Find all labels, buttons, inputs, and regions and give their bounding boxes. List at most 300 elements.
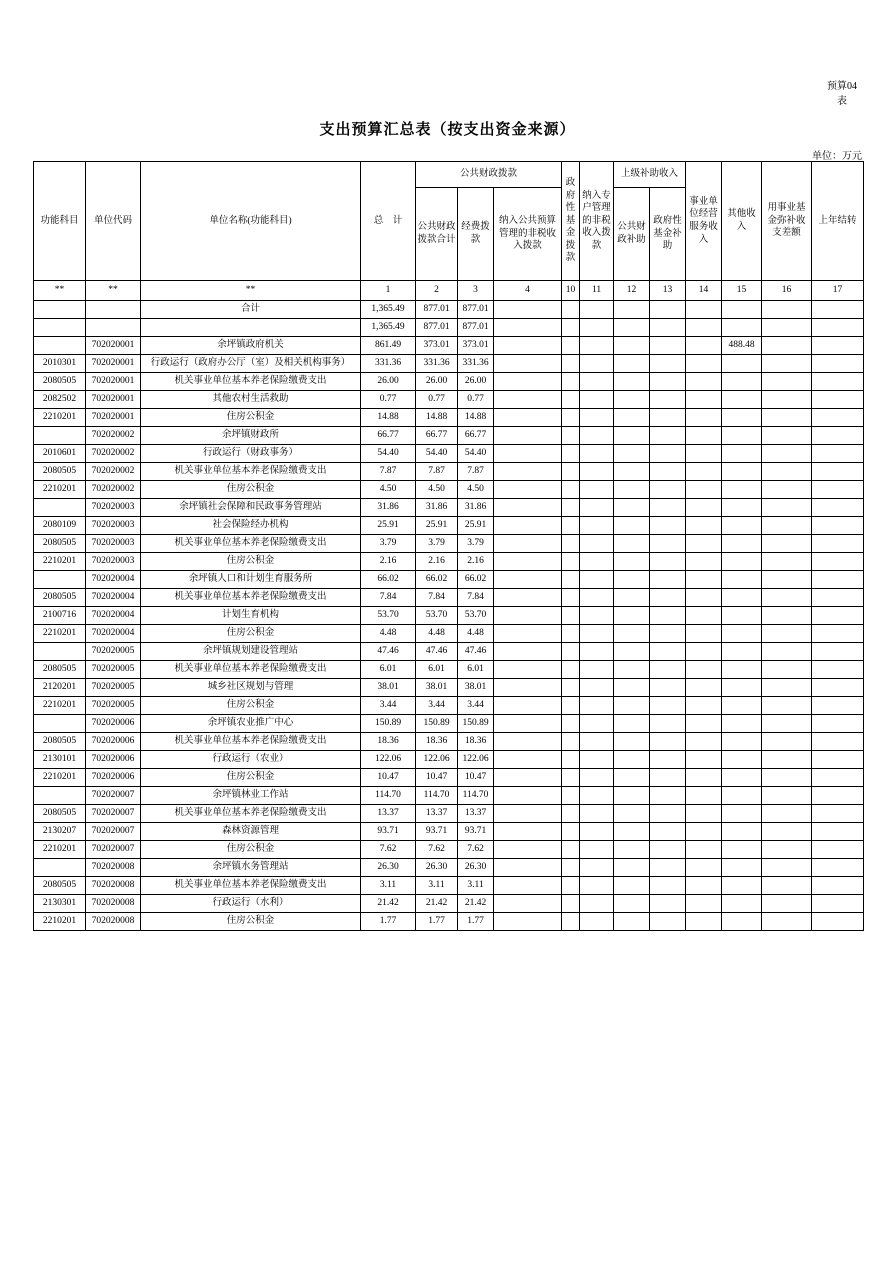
table-row xyxy=(34,499,864,517)
value-cell xyxy=(722,553,762,571)
value-cell xyxy=(580,481,614,499)
value-cell: 14.88 xyxy=(458,409,494,427)
header-public-finance-subsidy: 公共财政补助 xyxy=(614,188,650,281)
func-code-cell xyxy=(34,337,86,355)
unit-code-cell: 702020004 xyxy=(86,571,141,589)
header-total: 总 计 xyxy=(361,162,416,281)
table-row xyxy=(34,751,864,769)
value-cell xyxy=(686,301,722,319)
value-cell xyxy=(812,391,864,409)
value-cell xyxy=(614,679,650,697)
value-cell xyxy=(762,823,812,841)
unit-code-cell: 702020007 xyxy=(86,841,141,859)
value-cell: 3.44 xyxy=(458,697,494,715)
value-cell xyxy=(562,751,580,769)
value-cell xyxy=(650,877,686,895)
value-cell xyxy=(494,823,562,841)
func-code-cell: 2210201 xyxy=(34,625,86,643)
unit-code-cell: 702020004 xyxy=(86,625,141,643)
value-cell: 1.77 xyxy=(361,913,416,931)
value-cell: 25.91 xyxy=(458,517,494,535)
func-code-cell xyxy=(34,643,86,661)
value-cell xyxy=(650,499,686,517)
value-cell xyxy=(580,607,614,625)
value-cell xyxy=(686,481,722,499)
value-cell xyxy=(722,661,762,679)
value-cell xyxy=(686,391,722,409)
unit-code-cell: 702020002 xyxy=(86,463,141,481)
unit-name-cell: 余坪镇社会保障和民政事务管理站 xyxy=(141,499,361,517)
unit-code-cell: 702020008 xyxy=(86,895,141,913)
value-cell xyxy=(686,769,722,787)
value-cell xyxy=(762,427,812,445)
unit-name-cell: 住房公积金 xyxy=(141,913,361,931)
value-cell: 122.06 xyxy=(361,751,416,769)
value-cell xyxy=(722,679,762,697)
value-cell xyxy=(494,625,562,643)
unit-name-cell: 余坪镇林业工作站 xyxy=(141,787,361,805)
value-cell xyxy=(494,319,562,337)
value-cell xyxy=(562,607,580,625)
unit-code-cell: 702020001 xyxy=(86,373,141,391)
func-code-cell: 2130301 xyxy=(34,895,86,913)
value-cell: 26.00 xyxy=(458,373,494,391)
value-cell xyxy=(614,751,650,769)
value-cell xyxy=(686,571,722,589)
value-cell: 54.40 xyxy=(458,445,494,463)
value-cell xyxy=(650,409,686,427)
value-cell: 7.62 xyxy=(458,841,494,859)
doc-code xyxy=(827,80,857,109)
value-cell xyxy=(762,607,812,625)
value-cell xyxy=(494,301,562,319)
table-row xyxy=(34,409,864,427)
value-cell xyxy=(722,427,762,445)
value-cell xyxy=(580,877,614,895)
value-cell xyxy=(722,751,762,769)
value-cell xyxy=(614,427,650,445)
value-cell: 54.40 xyxy=(416,445,458,463)
value-cell xyxy=(614,787,650,805)
value-cell xyxy=(686,373,722,391)
value-cell: 66.77 xyxy=(458,427,494,445)
value-cell: 3.44 xyxy=(361,697,416,715)
unit-code-cell: 702020004 xyxy=(86,607,141,625)
value-cell xyxy=(722,445,762,463)
value-cell xyxy=(722,859,762,877)
unit-name-cell: 计划生育机构 xyxy=(141,607,361,625)
value-cell xyxy=(580,355,614,373)
value-cell xyxy=(812,355,864,373)
value-cell xyxy=(494,697,562,715)
value-cell xyxy=(614,409,650,427)
value-cell xyxy=(562,553,580,571)
value-cell xyxy=(494,409,562,427)
value-cell xyxy=(580,553,614,571)
value-cell xyxy=(722,481,762,499)
value-cell xyxy=(650,535,686,553)
value-cell xyxy=(562,391,580,409)
value-cell xyxy=(580,841,614,859)
table-row xyxy=(34,913,864,931)
value-cell xyxy=(494,733,562,751)
value-cell xyxy=(722,643,762,661)
column-number-cell: 14 xyxy=(686,281,722,301)
value-cell xyxy=(762,895,812,913)
value-cell xyxy=(812,823,864,841)
unit-code-cell: 702020005 xyxy=(86,679,141,697)
value-cell xyxy=(686,499,722,517)
page-title: 支出预算汇总表（按支出资金来源） xyxy=(319,122,576,138)
value-cell xyxy=(580,895,614,913)
value-cell xyxy=(614,895,650,913)
value-cell xyxy=(762,301,812,319)
value-cell xyxy=(580,517,614,535)
unit-note: 单位：万元 xyxy=(812,151,862,162)
value-cell: 14.88 xyxy=(416,409,458,427)
unit-code-cell: 702020001 xyxy=(86,337,141,355)
value-cell xyxy=(812,373,864,391)
value-cell xyxy=(762,355,812,373)
unit-name-cell: 机关事业单位基本养老保险缴费支出 xyxy=(141,877,361,895)
value-cell xyxy=(614,607,650,625)
value-cell xyxy=(812,715,864,733)
value-cell xyxy=(722,823,762,841)
value-cell: 26.30 xyxy=(416,859,458,877)
value-cell: 47.46 xyxy=(361,643,416,661)
value-cell xyxy=(562,301,580,319)
value-cell xyxy=(580,643,614,661)
value-cell xyxy=(614,823,650,841)
value-cell xyxy=(614,697,650,715)
unit-name-cell: 机关事业单位基本养老保险缴费支出 xyxy=(141,805,361,823)
value-cell xyxy=(812,769,864,787)
value-cell xyxy=(562,355,580,373)
value-cell xyxy=(650,481,686,499)
value-cell xyxy=(614,373,650,391)
table-row xyxy=(34,841,864,859)
value-cell xyxy=(650,715,686,733)
value-cell xyxy=(686,733,722,751)
value-cell xyxy=(722,589,762,607)
value-cell xyxy=(614,463,650,481)
value-cell xyxy=(812,463,864,481)
value-cell xyxy=(580,697,614,715)
value-cell xyxy=(722,373,762,391)
table-row xyxy=(34,301,864,319)
value-cell xyxy=(614,391,650,409)
unit-name-cell: 住房公积金 xyxy=(141,625,361,643)
value-cell xyxy=(562,823,580,841)
doc-code-line1: 预算04 xyxy=(827,81,857,92)
value-cell xyxy=(686,715,722,733)
value-cell: 114.70 xyxy=(458,787,494,805)
value-cell: 66.02 xyxy=(458,571,494,589)
value-cell xyxy=(562,427,580,445)
value-cell xyxy=(494,913,562,931)
column-number-cell: 2 xyxy=(416,281,458,301)
value-cell xyxy=(580,463,614,481)
table-row xyxy=(34,733,864,751)
value-cell: 4.48 xyxy=(416,625,458,643)
value-cell: 53.70 xyxy=(458,607,494,625)
func-code-cell: 2080505 xyxy=(34,535,86,553)
value-cell xyxy=(650,823,686,841)
func-code-cell: 2100716 xyxy=(34,607,86,625)
func-code-cell: 2210201 xyxy=(34,553,86,571)
column-number-cell: 3 xyxy=(458,281,494,301)
unit-name-cell: 机关事业单位基本养老保险缴费支出 xyxy=(141,589,361,607)
value-cell xyxy=(650,571,686,589)
value-cell: 13.37 xyxy=(361,805,416,823)
value-cell xyxy=(650,913,686,931)
value-cell xyxy=(650,463,686,481)
value-cell xyxy=(722,499,762,517)
func-code-cell xyxy=(34,715,86,733)
value-cell xyxy=(580,769,614,787)
value-cell xyxy=(812,427,864,445)
value-cell xyxy=(722,571,762,589)
value-cell: 1,365.49 xyxy=(361,301,416,319)
value-cell xyxy=(650,319,686,337)
value-cell xyxy=(812,643,864,661)
table-row xyxy=(34,463,864,481)
header-nontax-public-budget: 纳入公共预算管理的非税收入拨款 xyxy=(494,188,562,281)
value-cell xyxy=(562,895,580,913)
value-cell xyxy=(614,301,650,319)
unit-name-cell: 其他农村生活救助 xyxy=(141,391,361,409)
value-cell xyxy=(494,769,562,787)
value-cell xyxy=(614,913,650,931)
value-cell xyxy=(650,895,686,913)
table-row xyxy=(34,643,864,661)
value-cell xyxy=(614,769,650,787)
value-cell: 7.87 xyxy=(361,463,416,481)
value-cell xyxy=(812,481,864,499)
value-cell: 4.50 xyxy=(361,481,416,499)
value-cell xyxy=(580,499,614,517)
value-cell xyxy=(722,805,762,823)
table-row xyxy=(34,895,864,913)
value-cell xyxy=(812,697,864,715)
value-cell xyxy=(650,643,686,661)
value-cell xyxy=(650,679,686,697)
unit-code-cell: 702020008 xyxy=(86,877,141,895)
func-code-cell: 2130207 xyxy=(34,823,86,841)
table-row xyxy=(34,481,864,499)
func-code-cell xyxy=(34,427,86,445)
value-cell xyxy=(762,715,812,733)
value-cell: 0.77 xyxy=(416,391,458,409)
value-cell xyxy=(762,517,812,535)
value-cell xyxy=(614,733,650,751)
header-unit-code: 单位代码 xyxy=(86,162,141,281)
unit-code-cell: 702020006 xyxy=(86,769,141,787)
value-cell xyxy=(650,301,686,319)
value-cell xyxy=(686,427,722,445)
table-row xyxy=(34,391,864,409)
value-cell xyxy=(762,661,812,679)
value-cell xyxy=(762,409,812,427)
func-code-cell xyxy=(34,787,86,805)
value-cell xyxy=(562,841,580,859)
value-cell: 38.01 xyxy=(458,679,494,697)
value-cell xyxy=(580,301,614,319)
value-cell xyxy=(686,445,722,463)
column-number-cell: 17 xyxy=(812,281,864,301)
value-cell: 3.11 xyxy=(361,877,416,895)
table-row xyxy=(34,769,864,787)
value-cell xyxy=(494,535,562,553)
value-cell: 3.11 xyxy=(458,877,494,895)
func-code-cell: 2080505 xyxy=(34,463,86,481)
table-row xyxy=(34,625,864,643)
value-cell xyxy=(494,589,562,607)
table-row xyxy=(34,607,864,625)
value-cell: 114.70 xyxy=(416,787,458,805)
value-cell: 13.37 xyxy=(458,805,494,823)
value-cell: 21.42 xyxy=(416,895,458,913)
value-cell xyxy=(762,499,812,517)
func-code-cell: 2080505 xyxy=(34,373,86,391)
value-cell: 877.01 xyxy=(416,301,458,319)
func-code-cell: 2080109 xyxy=(34,517,86,535)
value-cell xyxy=(722,769,762,787)
value-cell: 14.88 xyxy=(361,409,416,427)
unit-code-cell: 702020003 xyxy=(86,553,141,571)
budget-table xyxy=(33,161,864,931)
value-cell xyxy=(494,877,562,895)
value-cell xyxy=(580,445,614,463)
func-code-cell: 2082502 xyxy=(34,391,86,409)
func-code-cell: 2080505 xyxy=(34,805,86,823)
unit-name-cell: 余坪镇农业推广中心 xyxy=(141,715,361,733)
header-gov-fund: 政府性基金拨款 xyxy=(562,162,580,281)
value-cell xyxy=(762,643,812,661)
unit-name-cell: 森林资源管理 xyxy=(141,823,361,841)
value-cell xyxy=(812,319,864,337)
value-cell xyxy=(494,355,562,373)
table-row xyxy=(34,805,864,823)
unit-code-cell: 702020007 xyxy=(86,787,141,805)
table-row xyxy=(34,697,864,715)
unit-code-cell: 702020003 xyxy=(86,499,141,517)
unit-code-cell: 702020001 xyxy=(86,391,141,409)
value-cell xyxy=(812,751,864,769)
value-cell xyxy=(650,805,686,823)
unit-code-cell: 702020002 xyxy=(86,445,141,463)
value-cell xyxy=(494,571,562,589)
unit-code-cell: 702020001 xyxy=(86,409,141,427)
value-cell xyxy=(494,607,562,625)
header-other-income: 其他收入 xyxy=(722,162,762,281)
value-cell: 38.01 xyxy=(361,679,416,697)
table-row xyxy=(34,661,864,679)
value-cell xyxy=(650,445,686,463)
unit-code-cell: 702020006 xyxy=(86,733,141,751)
func-code-cell xyxy=(34,499,86,517)
value-cell: 3.11 xyxy=(416,877,458,895)
value-cell xyxy=(650,841,686,859)
value-cell: 861.49 xyxy=(361,337,416,355)
value-cell xyxy=(580,427,614,445)
value-cell xyxy=(762,463,812,481)
value-cell xyxy=(812,337,864,355)
value-cell xyxy=(562,445,580,463)
value-cell: 373.01 xyxy=(458,337,494,355)
column-number-cell: 1 xyxy=(361,281,416,301)
value-cell xyxy=(494,517,562,535)
func-code-cell xyxy=(34,301,86,319)
value-cell xyxy=(762,751,812,769)
value-cell xyxy=(686,337,722,355)
value-cell: 7.62 xyxy=(361,841,416,859)
value-cell xyxy=(762,877,812,895)
table-row xyxy=(34,337,864,355)
value-cell xyxy=(762,679,812,697)
value-cell xyxy=(614,319,650,337)
value-cell xyxy=(762,319,812,337)
value-cell xyxy=(762,913,812,931)
value-cell xyxy=(494,499,562,517)
value-cell: 4.48 xyxy=(361,625,416,643)
value-cell xyxy=(650,391,686,409)
unit-name-cell: 住房公积金 xyxy=(141,481,361,499)
value-cell xyxy=(614,553,650,571)
value-cell xyxy=(580,733,614,751)
value-cell xyxy=(686,463,722,481)
header-nontax-special: 纳入专户管理的非税收入拨款 xyxy=(580,162,614,281)
unit-name-cell: 机关事业单位基本养老保险缴费支出 xyxy=(141,463,361,481)
unit-name-cell: 机关事业单位基本养老保险缴费支出 xyxy=(141,661,361,679)
value-cell: 6.01 xyxy=(458,661,494,679)
value-cell xyxy=(562,337,580,355)
unit-code-cell: 702020006 xyxy=(86,715,141,733)
value-cell xyxy=(812,859,864,877)
unit-name-cell: 机关事业单位基本养老保险缴费支出 xyxy=(141,535,361,553)
value-cell xyxy=(722,733,762,751)
value-cell: 331.36 xyxy=(361,355,416,373)
unit-code-cell: 702020003 xyxy=(86,535,141,553)
value-cell xyxy=(686,913,722,931)
value-cell: 4.50 xyxy=(458,481,494,499)
value-cell xyxy=(494,463,562,481)
value-cell xyxy=(762,805,812,823)
value-cell xyxy=(650,589,686,607)
func-code-cell: 2120201 xyxy=(34,679,86,697)
value-cell: 66.77 xyxy=(361,427,416,445)
table-row xyxy=(34,715,864,733)
value-cell xyxy=(562,643,580,661)
value-cell xyxy=(650,355,686,373)
header-row-groups xyxy=(34,162,864,188)
header-fund-balance: 用事业基金弥补收支差额 xyxy=(762,162,812,281)
value-cell xyxy=(562,373,580,391)
value-cell xyxy=(494,751,562,769)
value-cell: 31.86 xyxy=(416,499,458,517)
value-cell xyxy=(580,823,614,841)
unit-name-cell: 住房公积金 xyxy=(141,553,361,571)
value-cell: 3.79 xyxy=(361,535,416,553)
value-cell: 4.48 xyxy=(458,625,494,643)
value-cell: 331.36 xyxy=(416,355,458,373)
table-row xyxy=(34,877,864,895)
value-cell: 7.87 xyxy=(458,463,494,481)
value-cell xyxy=(686,589,722,607)
unit-name-cell: 余坪镇政府机关 xyxy=(141,337,361,355)
value-cell xyxy=(614,445,650,463)
value-cell: 488.48 xyxy=(722,337,762,355)
